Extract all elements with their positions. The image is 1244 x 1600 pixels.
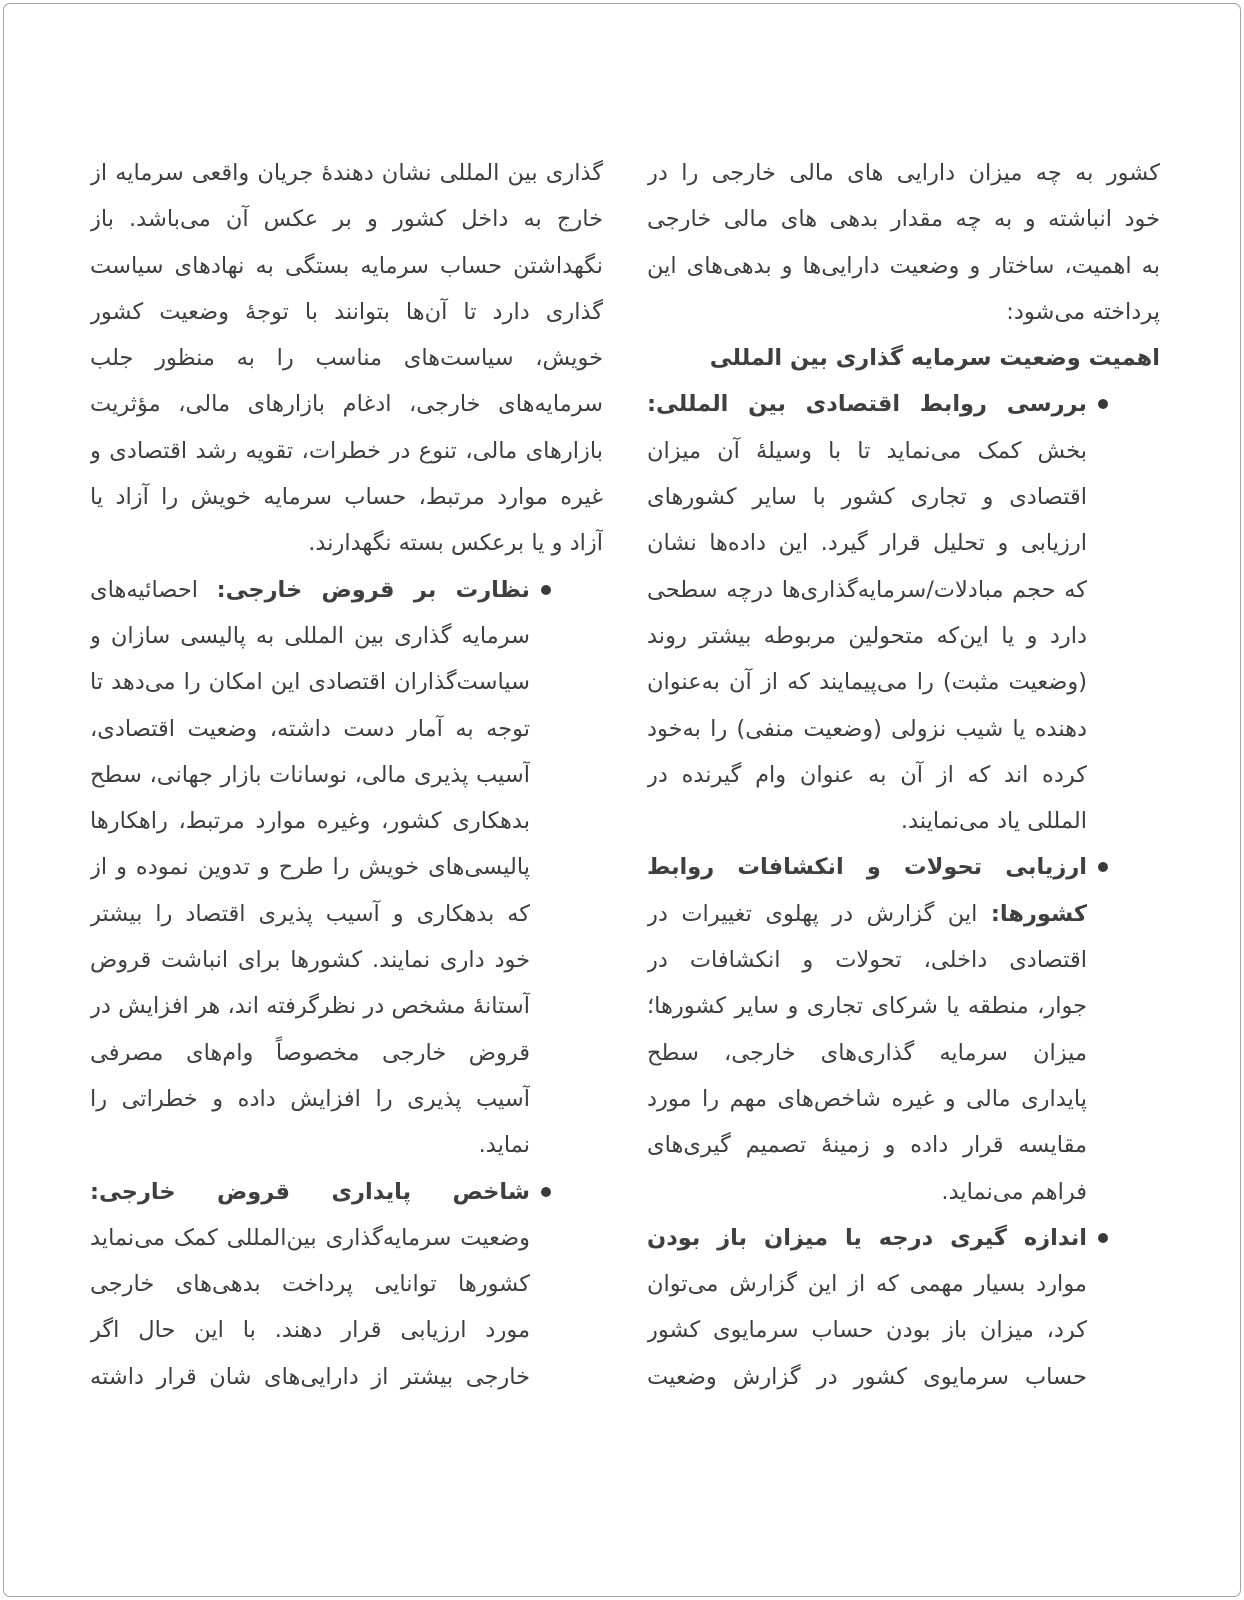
text-line: بخش کمک می‌نماید تا با وسیلهٔ آن میزان [647, 437, 1087, 464]
text-line: کشورها توانایی پرداخت بدهی‌های خارجی [90, 1271, 530, 1298]
text-line: بازارهای مالی، تنوع در خطرات، تقویه رشد اقتصادی و [90, 437, 603, 464]
text-line: فراهم می‌نماید. [941, 1178, 1087, 1205]
text-line: سرمایه‌های خارجی، ادغام بازارهای مالی، مؤثریت [90, 391, 603, 418]
text-line: آسیب پذیری را افزایش داده و خطراتی را [90, 1085, 530, 1112]
text-line: حساب سرمایوی کشور در گزارش وضعیت [647, 1363, 1087, 1390]
text-line: اقتصادی و تجاری کشور با سایر کشورهای [647, 484, 1087, 511]
bullet-item [90, 1169, 603, 1400]
bullet-icon [1098, 399, 1108, 409]
text-column-right [647, 150, 1160, 1400]
page-content [90, 150, 1160, 1400]
text-column-left [90, 150, 603, 1400]
text-line: نماید. [478, 1132, 530, 1159]
text-line: کشورها: این گزارش در پهلوی تغییرات در [647, 900, 1087, 927]
paragraph [90, 150, 603, 567]
bullet-item [647, 1215, 1160, 1400]
text-line: دارد و یا این‌که متحولین مربوطه بیشتر روند [647, 622, 1087, 649]
text-line: وضعیت سرمایه‌گذاری بین‌المللی کمک می‌نماید [90, 1224, 530, 1251]
bullet-icon [1098, 862, 1108, 872]
text-line: المللی یاد می‌نمایند. [900, 808, 1087, 835]
text-line: پایداری مالی و غیره شاخص‌های مهم را مورد [647, 1085, 1087, 1112]
text-line: آزاد و یا برعکس بسته نگهدارند. [308, 530, 603, 557]
bullet-icon [541, 1187, 551, 1197]
text-line: بررسی روابط اقتصادی بین المللی: [647, 391, 1087, 418]
text-line: ارزیابی تحولات و انکشافات روابط [647, 854, 1087, 881]
text-line: میزان سرمایه گذاری‌های خارجی، سطح [647, 1039, 1087, 1066]
text-line: ارزیابی و تحلیل قرار گیرد. این داده‌ها نشان [647, 530, 1087, 557]
text-line: پرداخته می‌شود: [1006, 298, 1160, 325]
text-line: اهمیت وضعیت سرمایه گذاری بین المللی [709, 345, 1160, 372]
text-line: بدهکاری کشور، وغیره موارد مرتبط، راهکارها [90, 808, 530, 835]
text-line: اندازه گیری درجه یا میزان باز بودن [647, 1224, 1087, 1251]
bullet-item [647, 381, 1160, 844]
text-line: آستانهٔ مشخص در نظرگرفته اند، هر افزایش در [90, 993, 530, 1020]
text-line: سرمایه گذاری بین المللی به پالیسی سازان و [90, 622, 530, 649]
text-line: اقتصادی داخلی، تحولات و انکشافات در [647, 947, 1087, 974]
text-line: که حجم مبادلات/سرمایه‌گذاری‌ها درچه سطحی [647, 576, 1087, 603]
text-line: موارد بسیار مهمی که از این گزارش می‌توان [647, 1271, 1087, 1298]
bullet-item [90, 567, 603, 1169]
text-line: (وضعیت مثبت) را می‌پیمایند که از آن به‌عنوان [647, 669, 1087, 696]
text-line: مقایسه قرار داده و زمینهٔ تصمیم گیری‌های [647, 1132, 1087, 1159]
text-line: خویش، سیاست‌های مناسب را به منظور جلب [90, 345, 603, 372]
text-line: خود داری نمایند. کشورها برای انباشت قروض [90, 947, 530, 974]
text-line: کشور به چه میزان دارایی های مالی خارجی را در [647, 160, 1160, 186]
text-line: غیره موارد مرتبط، حساب سرمایه خویش را آزاد یا [90, 484, 603, 511]
text-line: آسیب پذیری مالی، نوسانات بازار جهانی، سطح [90, 761, 530, 788]
text-line: به اهمیت، ساختار و وضعیت دارایی‌ها و بدهی‌های این [647, 252, 1160, 279]
text-line: کرد، میزان باز بودن حساب سرمایوی کشور [647, 1317, 1087, 1344]
text-line: نظارت بر قروض خارجی: احصائیه‌های [90, 576, 530, 603]
text-line: جوار، منطقه یا شرکای تجاری و سایر کشورها؛ [647, 993, 1087, 1020]
text-line: کرده اند که از آن به عنوان وام گیرنده در [647, 761, 1087, 788]
text-line: نگهداشتن حساب سرمایه بستگی به نهادهای سیاست [90, 252, 603, 279]
bullet-icon [541, 585, 551, 595]
text-line: قروض خارجی مخصوصاً وام‌های مصرفی [90, 1039, 530, 1066]
paragraph [647, 150, 1160, 335]
text-line: که بدهکاری و آسیب پذیری اقتصاد را بیشتر [90, 900, 530, 927]
text-line: مورد ارزیابی قرار دهند. با این حال اگر [90, 1317, 530, 1344]
bullet-item [647, 844, 1160, 1214]
text-line: سیاست‌گذاران اقتصادی این امکان را می‌دهد تا [90, 669, 530, 696]
text-line: گذاری بین المللی نشان دهندهٔ جریان واقعی سرمایه از [90, 160, 603, 186]
text-line: پالیسی‌های خویش را طرح و تدوین نموده و از [90, 854, 530, 881]
text-line: شاخص پایداری قروض خارجی: [90, 1178, 530, 1205]
text-line: گذاری دارد تا آن‌ها بتوانند با توجهٔ وضعیت کشور [90, 298, 603, 325]
text-line: خارج به داخل کشور و بر عکس آن می‌باشد. باز [90, 206, 603, 233]
bullet-icon [1098, 1233, 1108, 1243]
section-heading [647, 335, 1160, 381]
text-line: دهنده یا شیب نزولی (وضعیت منفی) را به‌خود [647, 715, 1087, 742]
text-line: خود انباشته و به چه مقدار بدهی های مالی خارجی [647, 206, 1160, 233]
text-line: توجه به آمار دست داشته، وضعیت اقتصادی، [90, 715, 530, 742]
text-line: خارجی بیشتر از دارایی‌های شان قرار داشته [90, 1363, 530, 1390]
